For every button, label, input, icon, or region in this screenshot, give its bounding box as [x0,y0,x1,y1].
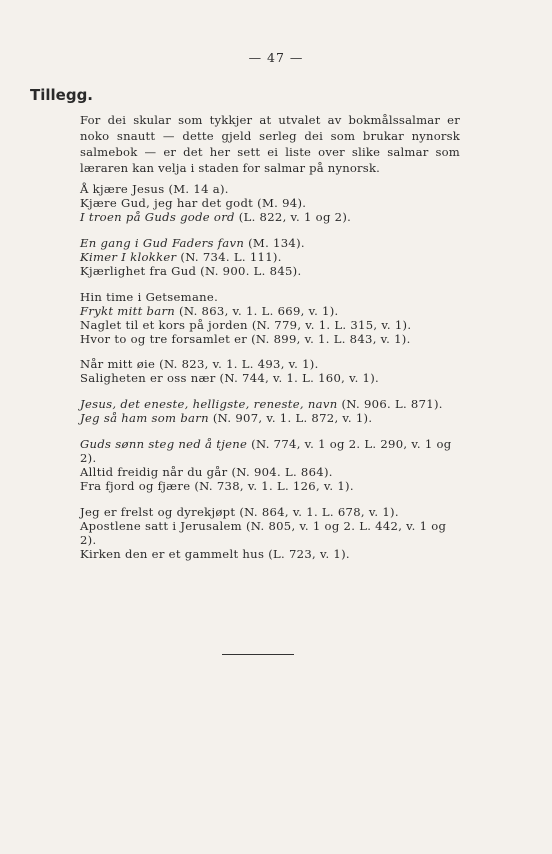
section-heading: Tillegg. [30,86,94,104]
hymn-group [80,236,465,278]
hymn-title: Alltid freidig når du går [80,464,228,479]
hymn-reference: (L. 723, v. 1). [264,546,350,561]
hymn-entry [80,371,465,385]
hymn-entry [80,304,465,318]
hymn-entry [80,437,465,465]
hymn-entry [80,519,465,547]
hymn-entry [80,318,465,332]
hymn-title: I troen på Guds gode ord [80,210,235,224]
hymn-reference: (N. 899, v. 1. L. 843, v. 1). [247,331,411,346]
hymn-reference: (N. 738, v. 1. L. 126, v. 1). [190,478,354,493]
hymn-title: Jeg så ham som barn [80,411,209,426]
hymn-title: Apostlene satt i Jerusalem [80,518,242,533]
hymn-title: Fra fjord og fjære [80,478,191,493]
hymn-entry [80,250,465,264]
hymn-reference: (N. 734. L. 111). [176,249,282,264]
hymn-reference: (N. 774, v. 1 og 2. L. 290, v. 1 og 2). [80,436,452,465]
hymn-entry [80,397,465,411]
intro-text: For dei skular som tykkjer at utvalet av bokmålssalmar er noko snautt — dette gjeld serleg dei som brukar nynorsk salmebok — er det her sett ei liste over slike salmar som læraren kan velja i staden for salmar på nynorsk. [80,113,460,175]
hymn-title: Kimer I klokker [80,249,177,264]
hymn-reference: (N. 864, v. 1. L. 678, v. 1). [235,504,399,519]
hymn-list [80,182,465,573]
hymn-group [80,357,465,385]
hymn-reference: (N. 904. L. 864). [227,464,333,479]
hymn-reference: (M. 134). [244,235,305,250]
hymn-title: Jesus, det eneste, helligste, reneste, navn [80,397,338,412]
hymn-entry [80,210,465,224]
hymn-entry [80,465,465,479]
hymn-entry [80,411,465,425]
hymn-reference: (N. 907, v. 1. L. 872, v. 1). [208,411,373,426]
hymn-group [80,505,465,561]
hymn-title: Hin time i Getsemane. [80,289,219,304]
hymn-entry [80,479,465,493]
hymn-title: Kjærlighet fra Gud [80,263,197,278]
intro-paragraph [80,112,460,176]
hymn-entry [80,264,465,278]
hymn-entry [80,290,465,304]
hymn-group [80,290,465,346]
hymn-reference: (M. 14 a). [164,182,229,196]
hymn-reference: (N. 779, v. 1. L. 315, v. 1). [247,317,412,332]
hymn-title: Guds sønn steg ned å tjene [80,436,248,451]
hymn-entry [80,357,465,371]
hymn-title: Naglet til et kors på jorden [80,317,248,332]
hymn-title: Å kjære Jesus [80,182,165,196]
hymn-reference: (M. 94). [253,196,307,210]
hymn-entry [80,332,465,346]
hymn-group [80,437,465,493]
hymn-title: Hvor to og tre forsamlet er [80,331,248,346]
hymn-title: Jeg er frelst og dyrekjøpt [80,504,236,519]
hymn-reference: (N. 863, v. 1. L. 669, v. 1). [175,303,339,318]
hymn-title: Kirken den er et gammelt hus [80,546,265,561]
hymn-entry [80,236,465,250]
hymn-reference: (N. 744, v. 1. L. 160, v. 1). [215,371,380,386]
hymn-reference: (N. 906. L. 871). [337,397,443,412]
hymn-title: Når mitt øie [80,357,156,372]
hymn-reference: (L. 822, v. 1 og 2). [234,210,352,224]
hymn-entry [80,182,465,196]
hymn-title: Frykt mitt barn [80,303,176,318]
hymn-reference: (N. 805, v. 1 og 2. L. 442, v. 1 og 2). [80,518,447,547]
hymn-group [80,182,465,224]
hymn-group [80,397,465,425]
hymn-title: Saligheten er oss nær [80,371,216,386]
end-rule [222,654,294,655]
hymn-entry [80,547,465,561]
hymn-reference: (N. 823, v. 1. L. 493, v. 1). [155,357,319,372]
hymn-title: En gang i Gud Faders favn [80,235,245,250]
page-number: — 47 — [248,50,304,65]
hymn-entry [80,196,465,210]
hymn-title: Kjære Gud, jeg har det godt [80,196,254,210]
hymn-reference: (N. 900. L. 845). [196,263,302,278]
hymn-entry [80,505,465,519]
